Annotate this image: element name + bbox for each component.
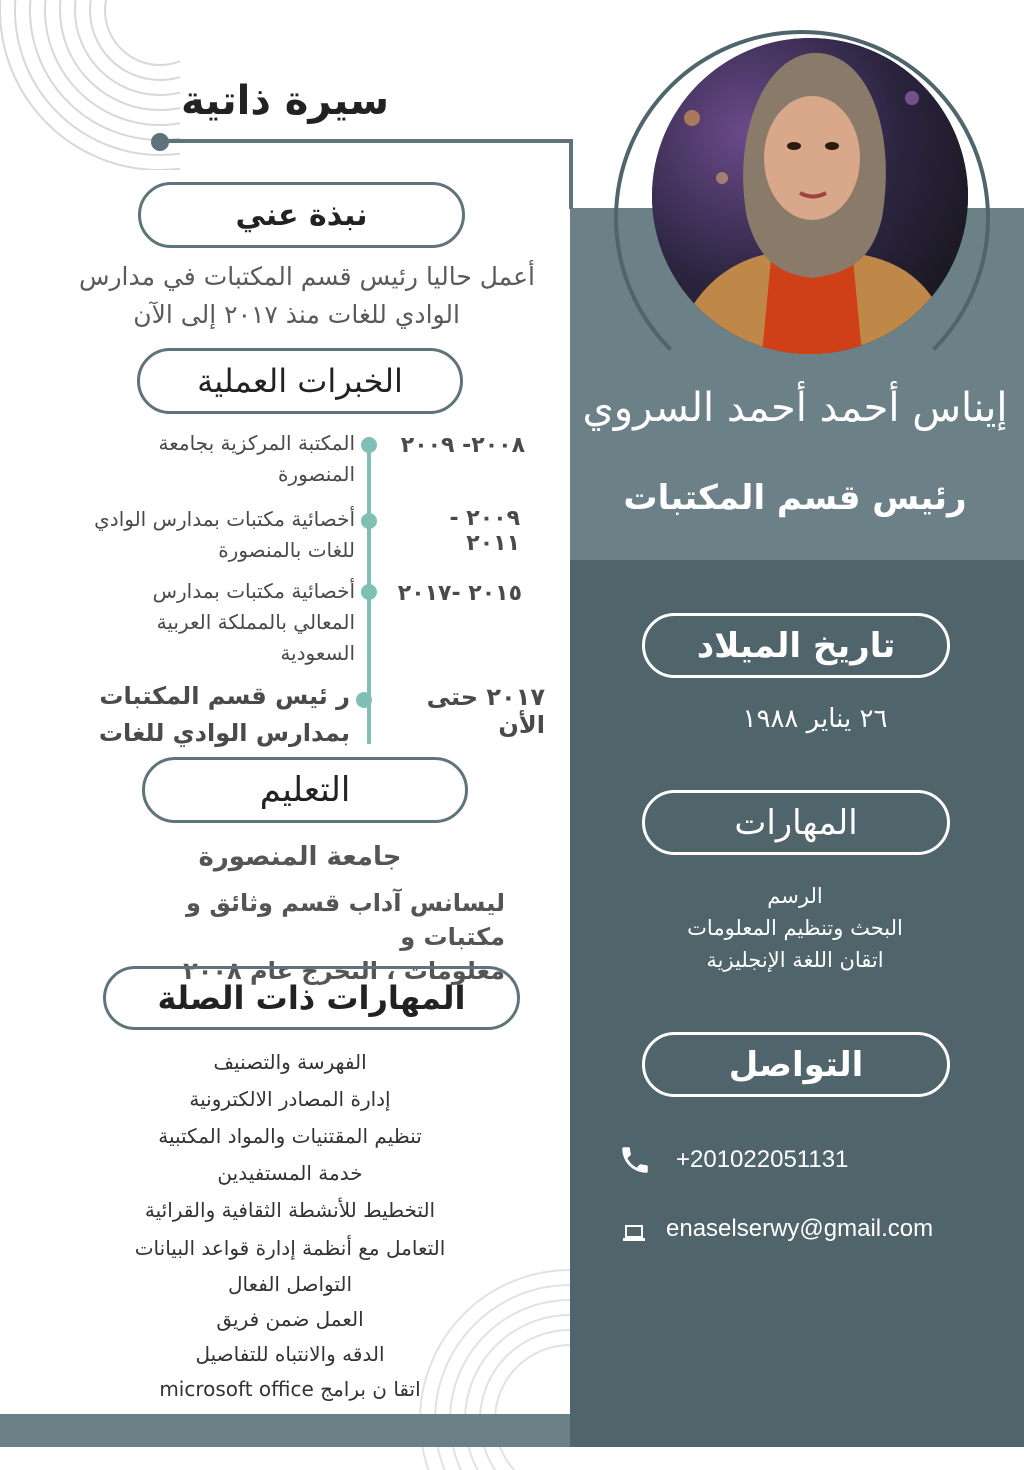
experience-date: ٢٠١٥ -٢٠١٧ [397, 581, 522, 606]
skill-item: الرسم [767, 884, 823, 908]
experience-line: للغات بالمنصورة [218, 538, 355, 562]
phone-icon [618, 1143, 652, 1177]
experience-date: ٢٠٠٨- ٢٠٠٩ [400, 433, 525, 458]
skill-item: اتقا ن برامج microsoft office [159, 1377, 421, 1401]
about-line-2: الوادي للغات منذ ٢٠١٧ إلى الآن [133, 300, 460, 329]
about-line-1: أعمل حاليا رئيس قسم المكتبات في مدارس [78, 262, 535, 291]
laptop-icon [622, 1222, 646, 1244]
skills-list [640, 880, 950, 976]
skill-item: الفهرسة والتصنيف [213, 1050, 367, 1074]
related-skills-heading: المهارات ذات الصلة [103, 966, 520, 1030]
experience-line: المعالي بالمملكة العربية [156, 610, 355, 634]
timeline-dot [361, 437, 377, 453]
experience-line: ر ئيس قسم المكتبات [99, 682, 350, 710]
profile-name: إيناس أحمد أحمد السروي [582, 385, 1008, 431]
experience-item [40, 504, 355, 566]
contact-phone[interactable]: +201022051131 [676, 1146, 849, 1173]
experience-date: ٢٠٠٩ - ٢٠١١ [449, 506, 520, 556]
birth-date: ٢٦ يناير ١٩٨٨ [742, 704, 888, 734]
skill-item: التواصل الفعال [227, 1272, 353, 1296]
contact-email[interactable]: enaselserwy@gmail.com [666, 1215, 934, 1242]
experience-line: المنصورة [277, 462, 355, 486]
timeline-dot [361, 513, 377, 529]
skill-item: خدمة المستفيدين [217, 1161, 363, 1185]
about-heading: نبذة عني [138, 182, 465, 248]
about-text [60, 258, 535, 334]
sidebar-panel [570, 560, 1024, 1447]
experience-line: أخصائية مكتبات بمدارس [152, 579, 355, 603]
connector-line-vertical [569, 139, 573, 209]
skill-item: التعامل مع أنظمة إدارة قواعد البيانات [134, 1236, 446, 1260]
experience-line: السعودية [280, 641, 355, 665]
education-line: ليسانس آداب قسم وثائق و مكتبات و [186, 889, 505, 951]
skill-item: البحث وتنظيم المعلومات [687, 916, 903, 940]
skill-item: اتقان اللغة الإنجليزية [706, 948, 884, 972]
skill-item: إدارة المصادر الالكترونية [189, 1087, 391, 1111]
education-heading: التعليم [142, 757, 468, 823]
profile-photo [652, 38, 968, 354]
skill-item: العمل ضمن فريق [216, 1307, 364, 1331]
experience-line: المكتبة المركزية بجامعة [158, 431, 355, 455]
skills-heading: المهارات [642, 790, 950, 855]
job-title: رئيس قسم المكتبات [623, 478, 967, 518]
experience-item [40, 576, 355, 669]
footer-bar [0, 1414, 570, 1447]
timeline-dot [361, 584, 377, 600]
education-university: جامعة المنصورة [198, 842, 402, 872]
experience-line: أخصائية مكتبات بمدارس الوادي [94, 507, 355, 531]
skill-item: التخطيط للأنشطة الثقافية والقرائية [144, 1198, 436, 1222]
timeline-dot [356, 692, 372, 708]
experience-heading: الخبرات العملية [137, 348, 463, 414]
experience-date: ٢٠١٧ حتى الأن [426, 683, 545, 739]
birth-heading: تاريخ الميلاد [642, 613, 950, 678]
contact-heading: التواصل [642, 1032, 950, 1097]
experience-line: بمدارس الوادي للغات [98, 719, 350, 747]
skill-item: الدقه والانتباه للتفاصيل [195, 1342, 385, 1366]
connector-line [165, 139, 573, 143]
skill-item: تنظيم المقتنيات والمواد المكتبية [158, 1124, 422, 1148]
experience-item [40, 678, 350, 752]
page-title: سيرة ذاتية [181, 78, 389, 124]
education-line: معلومات ، التخرج عام ٢٠٠٨ [183, 957, 505, 985]
experience-item [40, 428, 355, 490]
